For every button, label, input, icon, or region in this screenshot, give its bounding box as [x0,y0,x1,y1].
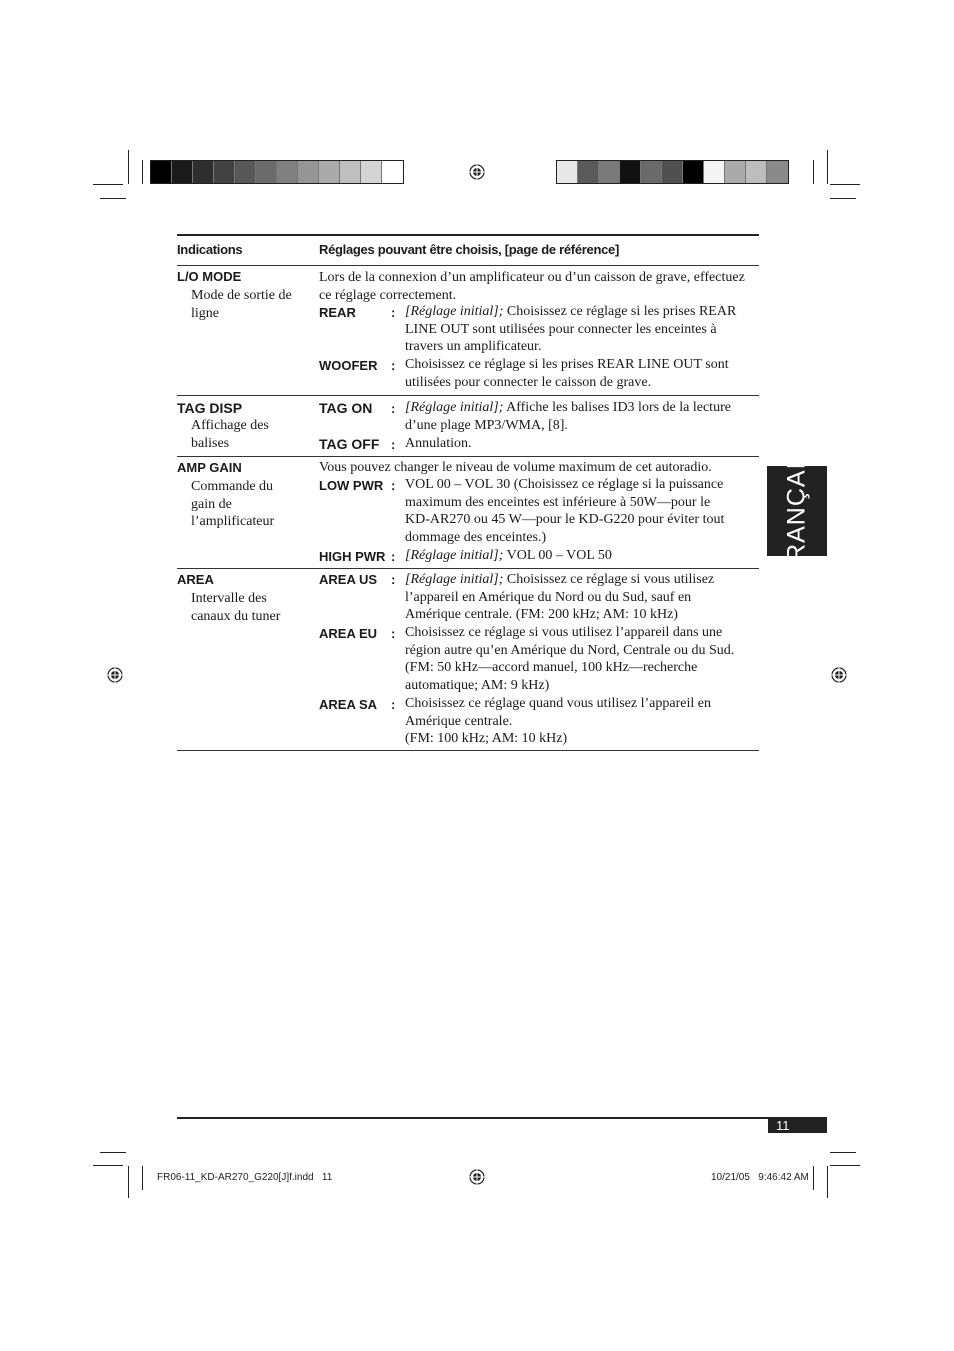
registration-mark-icon [469,1169,485,1185]
crop-mark [128,1166,129,1198]
row-label-amp-gain: AMP GAIN [177,460,242,475]
crop-mark [830,1152,856,1153]
color-swatch [662,161,683,183]
footer-date-slug: 10/21/05 9:46:42 AM [711,1172,809,1183]
crop-mark [93,184,123,185]
option-rear-desc: [Réglage initial]; Choisissez ce réglage si les prises REAR LINE OUT sont utilisées pour connecter les enceintes à travers un amplificateur. [405,304,737,355]
color-swatch [641,161,662,183]
footer-file-slug: FR06-11_KD-AR270_G220[J]f.indd 11 [157,1172,333,1183]
row-sub-lo-mode: Mode de sortie de ligne [191,288,292,321]
colon: : [391,626,396,641]
option-area-us-desc: [Réglage initial]; Choisissez ce réglage si vous utilisez l’appareil en Amérique du Nord ou du Sud, sauf en Amérique centrale. (FM: 200 kHz; AM: 10 kHz) [405,572,715,623]
color-swatch [683,161,704,183]
crop-mark [128,150,129,184]
option-area-sa-freq: (FM: 100 kHz; AM: 10 kHz) [405,731,568,746]
option-area-sa: AREA SA [319,697,378,712]
colon: : [391,478,396,493]
crop-mark [827,1166,828,1198]
option-woofer: WOOFER [319,358,378,373]
header-rule [177,265,759,266]
header-indications: Indications [177,242,243,257]
row-label-lo-mode: L/O MODE [177,269,242,284]
row-rule [177,395,759,396]
header-settings: Réglages pouvant être choisis, [page de référence] [319,242,619,257]
color-swatch [704,161,725,183]
option-area-eu: AREA EU [319,626,378,641]
crop-mark [100,1152,126,1153]
row-intro-lo-mode: Lors de la connexion d’un amplificateur ou d’un caisson de grave, effectuez ce réglage correctement. [319,270,745,303]
color-swatch [172,161,193,183]
color-swatch [382,161,403,183]
registration-mark-icon [469,164,485,180]
crop-mark [142,160,143,184]
crop-mark [827,150,828,184]
color-swatch [151,161,172,183]
registration-mark-icon [107,667,123,683]
option-area-us: AREA US [319,572,378,587]
option-low-pwr: LOW PWR [319,478,384,493]
color-swatch [620,161,641,183]
option-tag-on: TAG ON [319,400,373,416]
option-high-pwr: HIGH PWR [319,549,386,564]
color-bar-right [556,160,789,184]
option-area-sa-desc: Choisissez ce réglage quand vous utilisez l’appareil en Amérique centrale. [405,696,711,729]
color-swatch [725,161,746,183]
color-swatch [319,161,340,183]
colon: : [391,437,396,452]
row-intro-amp-gain: Vous pouvez changer le niveau de volume maximum de cet autoradio. [319,460,712,475]
crop-mark [830,198,856,199]
option-tag-off: TAG OFF [319,436,380,452]
color-swatch [340,161,361,183]
table-top-rule [177,234,759,236]
row-sub-tag-disp: Affichage des balises [191,418,269,451]
color-swatch [746,161,767,183]
option-area-eu-desc: Choisissez ce réglage si vous utilisez l’appareil dans une région autre qu’en Amérique du Nord, Centrale ou du Sud. (FM: 50 kHz—accord manuel, 100 kHz—recherche automatique; AM: 9 kHz) [405,625,735,693]
row-label-area: AREA [177,572,214,587]
colon: : [391,549,396,564]
option-low-pwr-desc: VOL 00 – VOL 30 (Choisissez ce réglage si la puissance maximum des enceintes est inférieure à 50W—pour le KD-AR270 ou 45 W—pour le KD-G220 pour éviter tout dommage des enceintes.) [405,477,725,545]
crop-mark [93,1165,123,1166]
row-sub-area: Intervalle des canaux du tuner [191,591,281,624]
footer-rule [177,1117,827,1119]
row-label-tag-disp: TAG DISP [177,400,243,416]
color-swatch [767,161,788,183]
color-swatch [298,161,319,183]
row-rule [177,568,759,569]
crop-mark [813,160,814,184]
colon: : [391,697,396,712]
color-swatch [256,161,277,183]
language-tab [767,443,827,579]
page-number: 11 [768,1118,827,1133]
row-rule [177,456,759,457]
color-swatch [277,161,298,183]
colon: : [391,401,396,416]
color-swatch [578,161,599,183]
crop-mark [830,1165,860,1166]
option-rear: REAR [319,305,356,320]
color-bar-left [150,160,404,184]
color-swatch [193,161,214,183]
color-swatch [235,161,256,183]
color-swatch [557,161,578,183]
color-swatch [599,161,620,183]
color-swatch [214,161,235,183]
crop-mark [813,1166,814,1190]
crop-mark [830,184,860,185]
crop-mark [142,1166,143,1190]
table-bottom-rule [177,750,759,751]
crop-mark [100,198,126,199]
registration-mark-icon [831,667,847,683]
option-tag-on-desc: [Réglage initial]; Affiche les balises ID3 lors de la lecture d’une plage MP3/WMA, [8]. [405,400,731,433]
option-tag-off-desc: Annulation. [405,436,472,451]
option-woofer-desc: Choisissez ce réglage si les prises REAR LINE OUT sont utilisées pour connecter le caisson de grave. [405,357,729,390]
option-high-pwr-desc: [Réglage initial]; VOL 00 – VOL 50 [405,548,612,563]
language-tab-label: FRANÇAIS [782,443,811,579]
row-sub-amp-gain: Commande du gain de l’amplificateur [191,479,275,530]
color-swatch [361,161,382,183]
colon: : [391,572,396,587]
colon: : [391,305,396,320]
colon: : [391,358,396,373]
